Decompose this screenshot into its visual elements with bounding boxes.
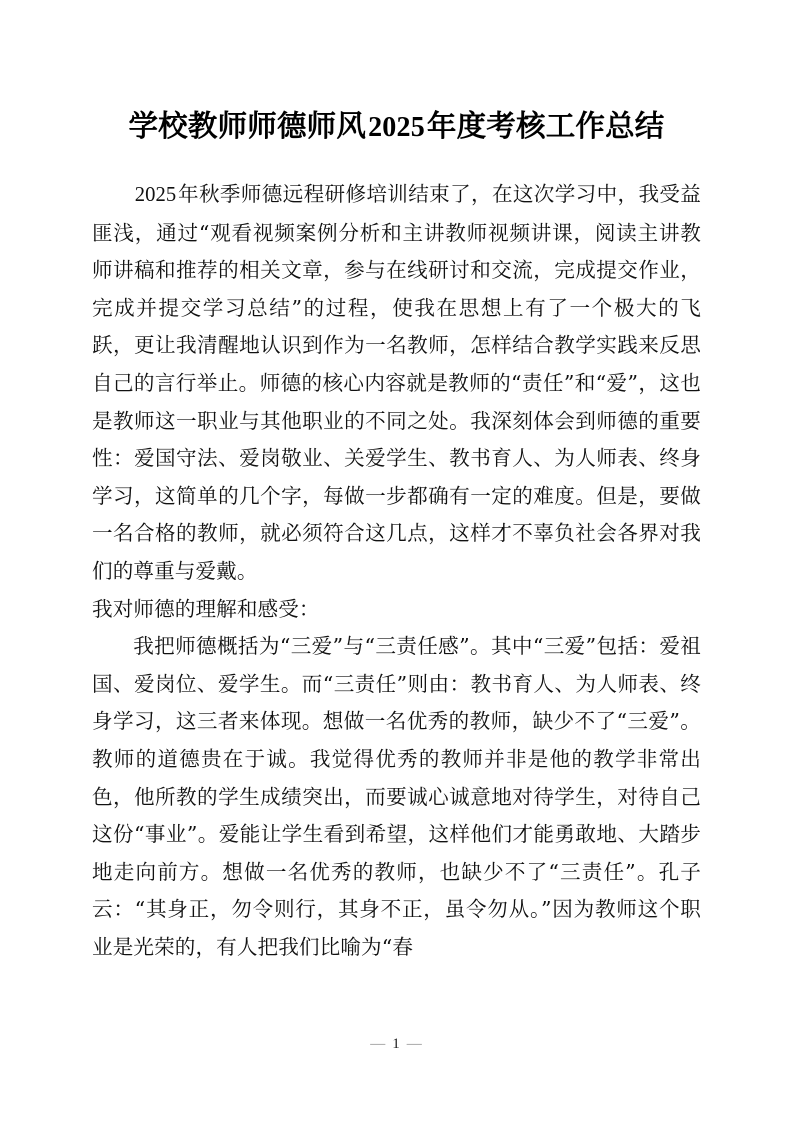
page-title-year: 2025 (368, 112, 425, 143)
page-footer (0, 1036, 793, 1053)
page-title-part-2: 年度考核工作总结 (426, 109, 665, 143)
paragraph-3-text: 我把师德概括为“三爱”与“三责任感”。其中“三爱”包括：爱祖国、爱岗位、爱学生。而“三责任”则由：教书育人、为人师表、终身学习，这三者来体现。想做一名优秀的教师，缺少不了“三爱”。教师的道德贵在于诚。我觉得优秀的教师并非是他的教学非常出色，他所教的学生成绩突出，而要诚心诚意地对待学生，对待自己这份“事业”。爱能让学生看到希望，这样他们才能勇敢地、大踏步地走向前方。想做一名优秀的教师，也缺少不了“三责任”。孔子云：“其身正，勿令则行，其身不正，虽令勿从。”因为教师这个职业是光荣的，有人把我们比喻为“春 (92, 634, 702, 959)
paragraph-3 (92, 628, 701, 966)
document-content (92, 104, 701, 966)
page-title (92, 104, 701, 150)
page-number: 1 (392, 1036, 401, 1052)
footer-dash-left: — (370, 1036, 387, 1052)
body-paragraphs (92, 176, 701, 966)
paragraph-1 (92, 176, 701, 591)
paragraph-1-lead-number: 2025 (134, 184, 177, 206)
paragraph-2-text: 我对师德的理解和感受： (92, 596, 320, 621)
paragraph-2 (92, 591, 701, 629)
footer-dash-right: — (406, 1036, 423, 1052)
page-title-part-1: 学校教师师德师风 (128, 109, 367, 143)
paragraph-1-text: 年秋季师德远程研修培训结束了，在这次学习中，我受益匪浅，通过“观看视频案例分析和主讲教师视频讲课，阅读主讲教师讲稿和推荐的相关文章，参与在线研讨和交流，完成提交作业，完成并提交学习总结”的过程，使我在思想上有了一个极大的飞跃，更让我清醒地认识到作为一名教师，怎样结合教学实践来反思自己的言行举止。师德的核心内容就是教师的“责任”和“爱”，这也是教师这一职业与其他职业的不同之处。我深刻体会到师德的重要性：爱国守法、爱岗敬业、关爱学生、教书育人、为人师表、终身学习，这简单的几个字，每做一步都确有一定的难度。但是，要做一名合格的教师，就必须符合这几点，这样才不辜负社会各界对我们的尊重与爱戴。 (92, 182, 701, 583)
